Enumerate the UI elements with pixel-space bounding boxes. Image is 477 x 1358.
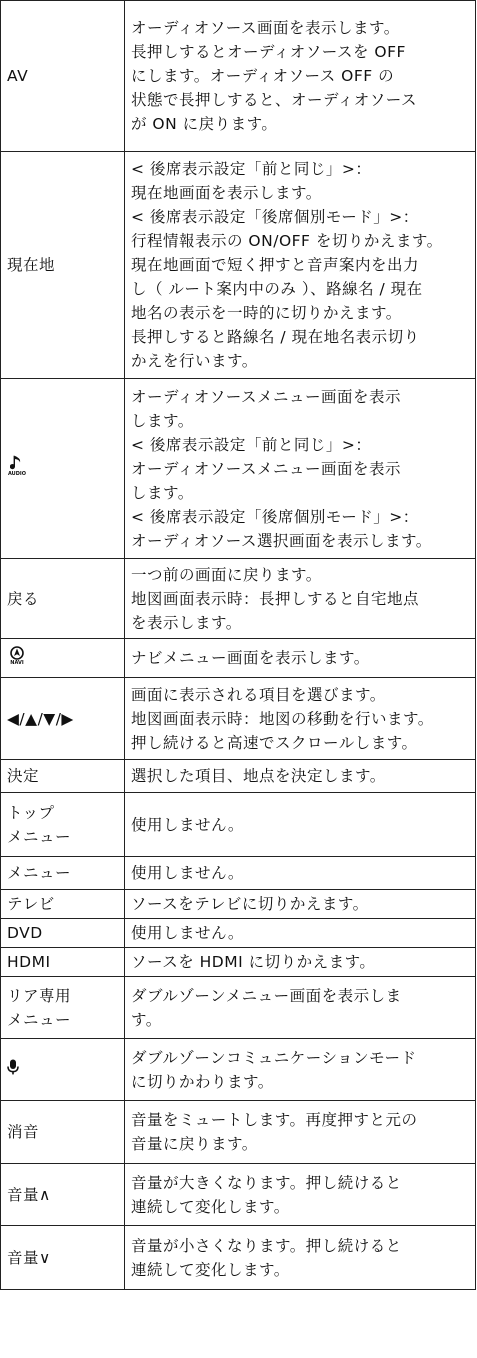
music-note-icon [7, 455, 27, 477]
key-rear-menu: リア専用 メニュー [1, 977, 125, 1039]
table-row [1, 559, 476, 639]
key-audio [1, 379, 125, 559]
table-row [1, 760, 476, 793]
desc-volume-down: 音量が小さくなります。押し続けると 連続して変化します。 [125, 1226, 476, 1290]
desc-menu: 使用しません。 [125, 857, 476, 890]
key-dvd: DVD [1, 919, 125, 948]
key-av: AV [1, 1, 125, 152]
key-hdmi: HDMI [1, 948, 125, 977]
table-row [1, 1164, 476, 1226]
table-row [1, 152, 476, 379]
desc-navi: ナビメニュー画面を表示します。 [125, 639, 476, 678]
table-row [1, 857, 476, 890]
table-row [1, 793, 476, 857]
table-row [1, 919, 476, 948]
desc-hdmi: ソースを HDMI に切りかえます。 [125, 948, 476, 977]
key-back: 戻る [1, 559, 125, 639]
key-tv: テレビ [1, 890, 125, 919]
desc-current-location: < 後席表示設定「前と同じ」>： 現在地画面を表示します。 < 後席表示設定「後席個別モード」>： 行程情報表示の ON/OFF を切りかえます。 現在地画面で短く押すと音声案内を出力 し（ ルート案内中のみ ）、路線名 / 現在 地名の表示を一時的に切りかえます。 長押しすると路線名 / 現在地名表示切り かえを行います。 [125, 152, 476, 379]
table-row [1, 1101, 476, 1164]
desc-back: 一つ前の画面に戻ります。 地図画面表示時：長押しすると自宅地点 を表示します。 [125, 559, 476, 639]
table-row [1, 678, 476, 760]
desc-volume-up: 音量が大きくなります。押し続けると 連続して変化します。 [125, 1164, 476, 1226]
desc-mic: ダブルゾーンコミュニケーションモード に切りかわります。 [125, 1039, 476, 1101]
desc-mute: 音量をミュートします。再度押すと元の 音量に戻ります。 [125, 1101, 476, 1164]
key-enter: 決定 [1, 760, 125, 793]
key-mic [1, 1039, 125, 1101]
table-row [1, 639, 476, 678]
key-navi [1, 639, 125, 678]
key-volume-down: 音量∨ [1, 1226, 125, 1290]
desc-audio: オーディオソースメニュー画面を表示 します。 < 後席表示設定「前と同じ」>： オーディオソースメニュー画面を表示 します。 < 後席表示設定「後席個別モード」>： オーディオソース選択画面を表示します。 [125, 379, 476, 559]
desc-dvd: 使用しません。 [125, 919, 476, 948]
desc-av: オーディオソース画面を表示します。 長押しするとオーディオソースを OFF にします。オーディオソース OFF の 状態で長押しすると、オーディオソース が ON に戻ります。 [125, 1, 476, 152]
key-menu: メニュー [1, 857, 125, 890]
desc-tv: ソースをテレビに切りかえます。 [125, 890, 476, 919]
table-row [1, 1226, 476, 1290]
audio-caption: AUDIO [7, 471, 27, 477]
table-row [1, 379, 476, 559]
key-volume-up: 音量∧ [1, 1164, 125, 1226]
microphone-icon [7, 1059, 19, 1075]
key-top-menu: トップ メニュー [1, 793, 125, 857]
key-mute: 消音 [1, 1101, 125, 1164]
key-arrows: ◀/▲/▼/▶ [1, 678, 125, 760]
table-row [1, 1, 476, 152]
key-current-location: 現在地 [1, 152, 125, 379]
table-row [1, 948, 476, 977]
desc-rear-menu: ダブルゾーンメニュー画面を表示しま す。 [125, 977, 476, 1039]
navi-compass-icon [7, 646, 27, 666]
table-row [1, 1039, 476, 1101]
desc-enter: 選択した項目、地点を決定します。 [125, 760, 476, 793]
table-row [1, 977, 476, 1039]
navi-caption: NAVI [10, 659, 24, 666]
table-row [1, 890, 476, 919]
desc-arrows: 画面に表示される項目を選びます。 地図画面表示時：地図の移動を行います。 押し続けると高速でスクロールします。 [125, 678, 476, 760]
desc-top-menu: 使用しません。 [125, 793, 476, 857]
